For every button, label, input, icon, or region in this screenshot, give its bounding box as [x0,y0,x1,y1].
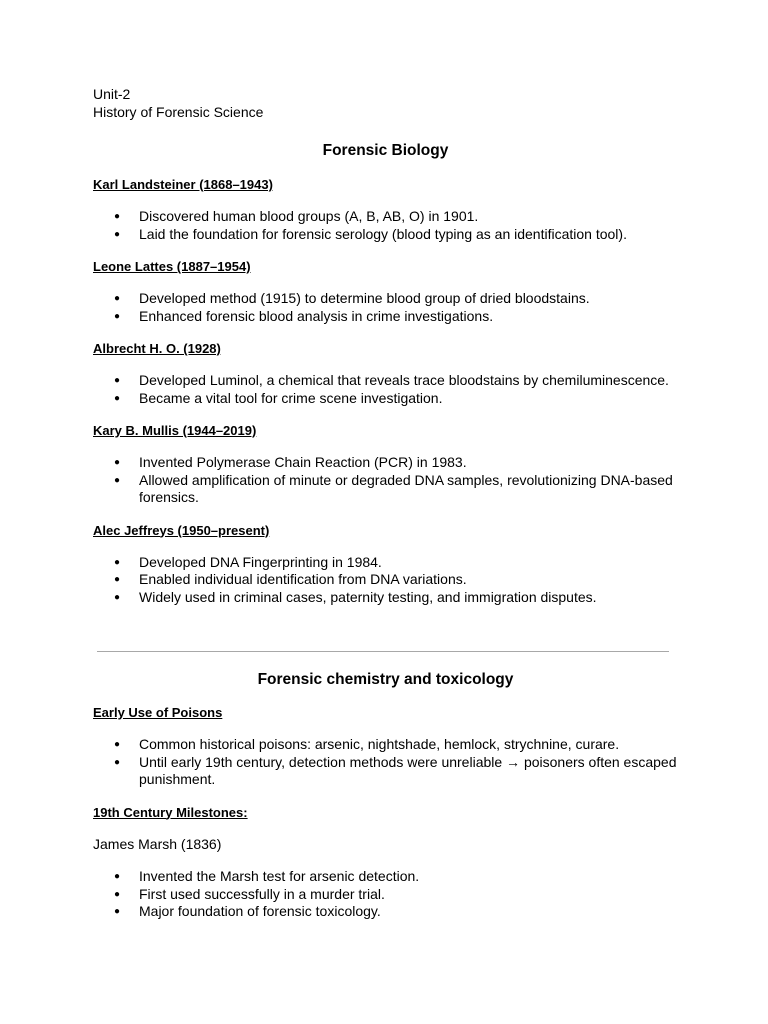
section-title-biology: Forensic Biology [322,142,449,159]
list-item: ● First used successfully in a murder trial. [93,886,678,904]
entry-heading-landsteiner: Karl Landsteiner (1868–1943) [93,177,273,192]
list-item: ● Developed method (1915) to determine blood group of dried bloodstains. [93,290,678,308]
document-subtitle: History of Forensic Science [93,103,264,120]
list-item: ● Discovered human blood groups (A, B, AB, O) in 1901. [93,208,678,226]
document-page [93,86,678,606]
list-item: ● Common historical poisons: arsenic, nightshade, hemlock, strychnine, curare. [93,736,678,754]
bullet-list [93,736,678,789]
bullet-list [93,868,678,921]
list-item: ● Became a vital tool for crime scene investigation. [93,390,678,408]
list-item: ● Major foundation of forensic toxicology. [93,903,678,921]
horizontal-divider [97,651,669,652]
bullet-list [93,372,678,407]
bullet-list [93,454,678,507]
list-item: ● Laid the foundation for forensic serology (blood typing as an identification tool). [93,226,678,244]
entry-heading-mullis: Kary B. Mullis (1944–2019) [93,423,257,438]
bullet-list [93,290,678,325]
entry-heading-jeffreys: Alec Jeffreys (1950–present) [93,522,270,538]
list-item: ● Enhanced forensic blood analysis in crime investigations. [93,308,678,326]
list-item: ● Invented the Marsh test for arsenic detection. [93,868,678,886]
section-title-chemistry: Forensic chemistry and toxicology [257,671,514,688]
bullet-list [93,554,678,607]
entry-heading-albrecht: Albrecht H. O. (1928) [93,341,221,356]
entry-heading-early-poisons: Early Use of Poisons [93,705,223,720]
document-page-section-2 [93,670,678,921]
unit-label: Unit-2 [93,86,131,102]
person-name-marsh: James Marsh (1836) [93,835,222,852]
list-item: ● Invented Polymerase Chain Reaction (PCR) in 1983. [93,454,678,472]
list-item: ● Developed Luminol, a chemical that reveals trace bloodstains by chemiluminescence. [93,372,678,390]
entry-heading-lattes: Leone Lattes (1887–1954) [93,259,251,274]
list-item: ● Enabled individual identification from DNA variations. [93,571,678,589]
bullet-list [93,208,678,243]
list-item: ● Allowed amplification of minute or degraded DNA samples, revolutionizing DNA-based forensics. [93,472,678,507]
list-item: ● Widely used in criminal cases, paternity testing, and immigration disputes. [93,589,678,607]
entry-heading-milestones: 19th Century Milestones: [93,804,248,820]
list-item: ● Until early 19th century, detection methods were unreliable → poisoners often escaped punishment. [93,754,678,789]
list-item: ● Developed DNA Fingerprinting in 1984. [93,554,678,572]
